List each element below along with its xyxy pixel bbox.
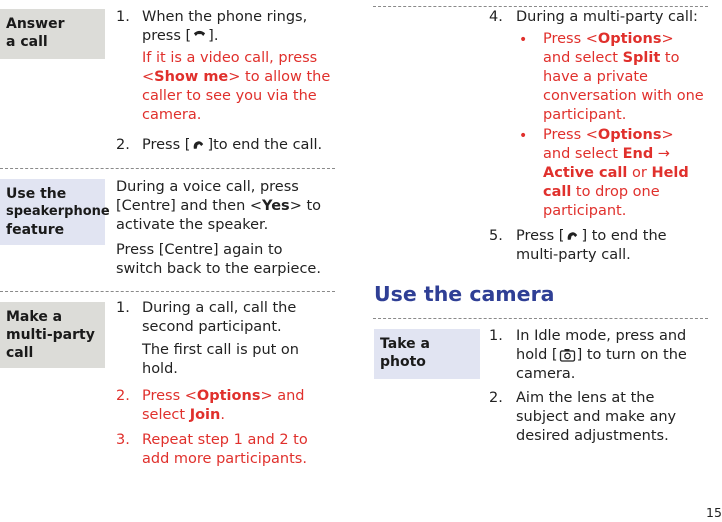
bullet: •: [519, 32, 528, 48]
end-key-icon: [565, 229, 580, 243]
divider: [373, 318, 708, 319]
bullet: •: [519, 128, 528, 144]
video-call-note: If it is a video call, press <Show me> to allow the caller to see you via the camera.: [142, 50, 331, 123]
speakerphone-text: During a voice call, press [Centre] and then <Yes> to activate the speaker. Press [Centre] again to switch back to the earpiece.: [116, 179, 322, 277]
section-label-take-photo: Take a photo: [374, 329, 480, 379]
section-label-multiparty-call: Make a multi-party call: [0, 302, 105, 368]
divider: [0, 168, 335, 169]
divider: [373, 6, 708, 7]
section-label-answer-call: Answer a call: [0, 9, 105, 59]
page-number: 15: [706, 505, 722, 520]
section-heading: Use the camera: [374, 282, 555, 306]
step-number: 1.: [116, 9, 130, 25]
step-number: 2.: [116, 137, 130, 153]
section-label-speakerphone: Use the speakerphone feature: [0, 179, 105, 245]
call-key-icon: [192, 29, 207, 43]
camera-key-icon: [559, 348, 576, 362]
divider: [0, 291, 335, 292]
end-key-icon: [191, 138, 206, 152]
